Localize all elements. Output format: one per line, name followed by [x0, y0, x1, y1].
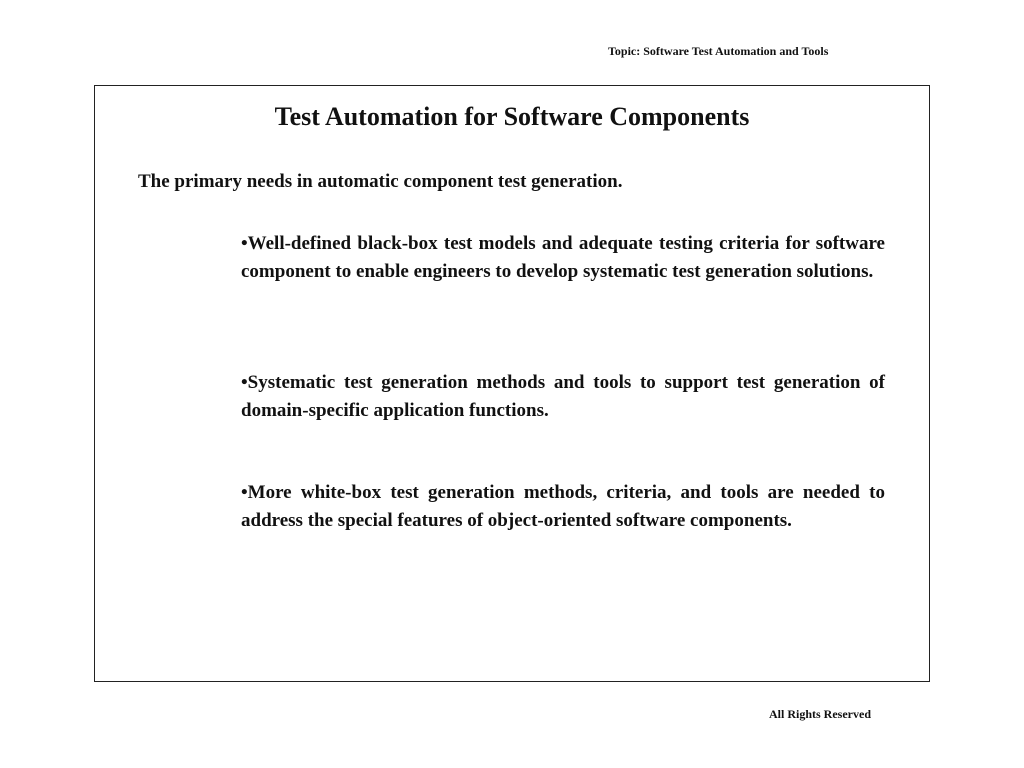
intro-text: The primary needs in automatic component test generation. [138, 171, 623, 192]
slide-title: Test Automation for Software Components [274, 102, 750, 131]
footer-rights: All Rights Reserved [769, 707, 871, 721]
bullet-text: Well-defined black-box test models and adequate testing criteria for software component to enable engineers to develop systematic test generation solutions. [241, 233, 885, 282]
slide-frame [94, 85, 930, 682]
bullet-item [241, 230, 885, 286]
bullet-item [241, 479, 885, 535]
bullet-text: Systematic test generation methods and tools to support test generation of domain-specific application functions. [241, 372, 885, 421]
bullet-icon: • [241, 233, 248, 254]
bullet-text: More white-box test generation methods, criteria, and tools are needed to address the special features of object-oriented software components. [241, 482, 885, 531]
bullet-icon: • [241, 372, 248, 393]
bullet-item [241, 369, 885, 425]
topic-header: Topic: Software Test Automation and Tools [608, 44, 829, 58]
bullet-icon: • [241, 482, 248, 503]
